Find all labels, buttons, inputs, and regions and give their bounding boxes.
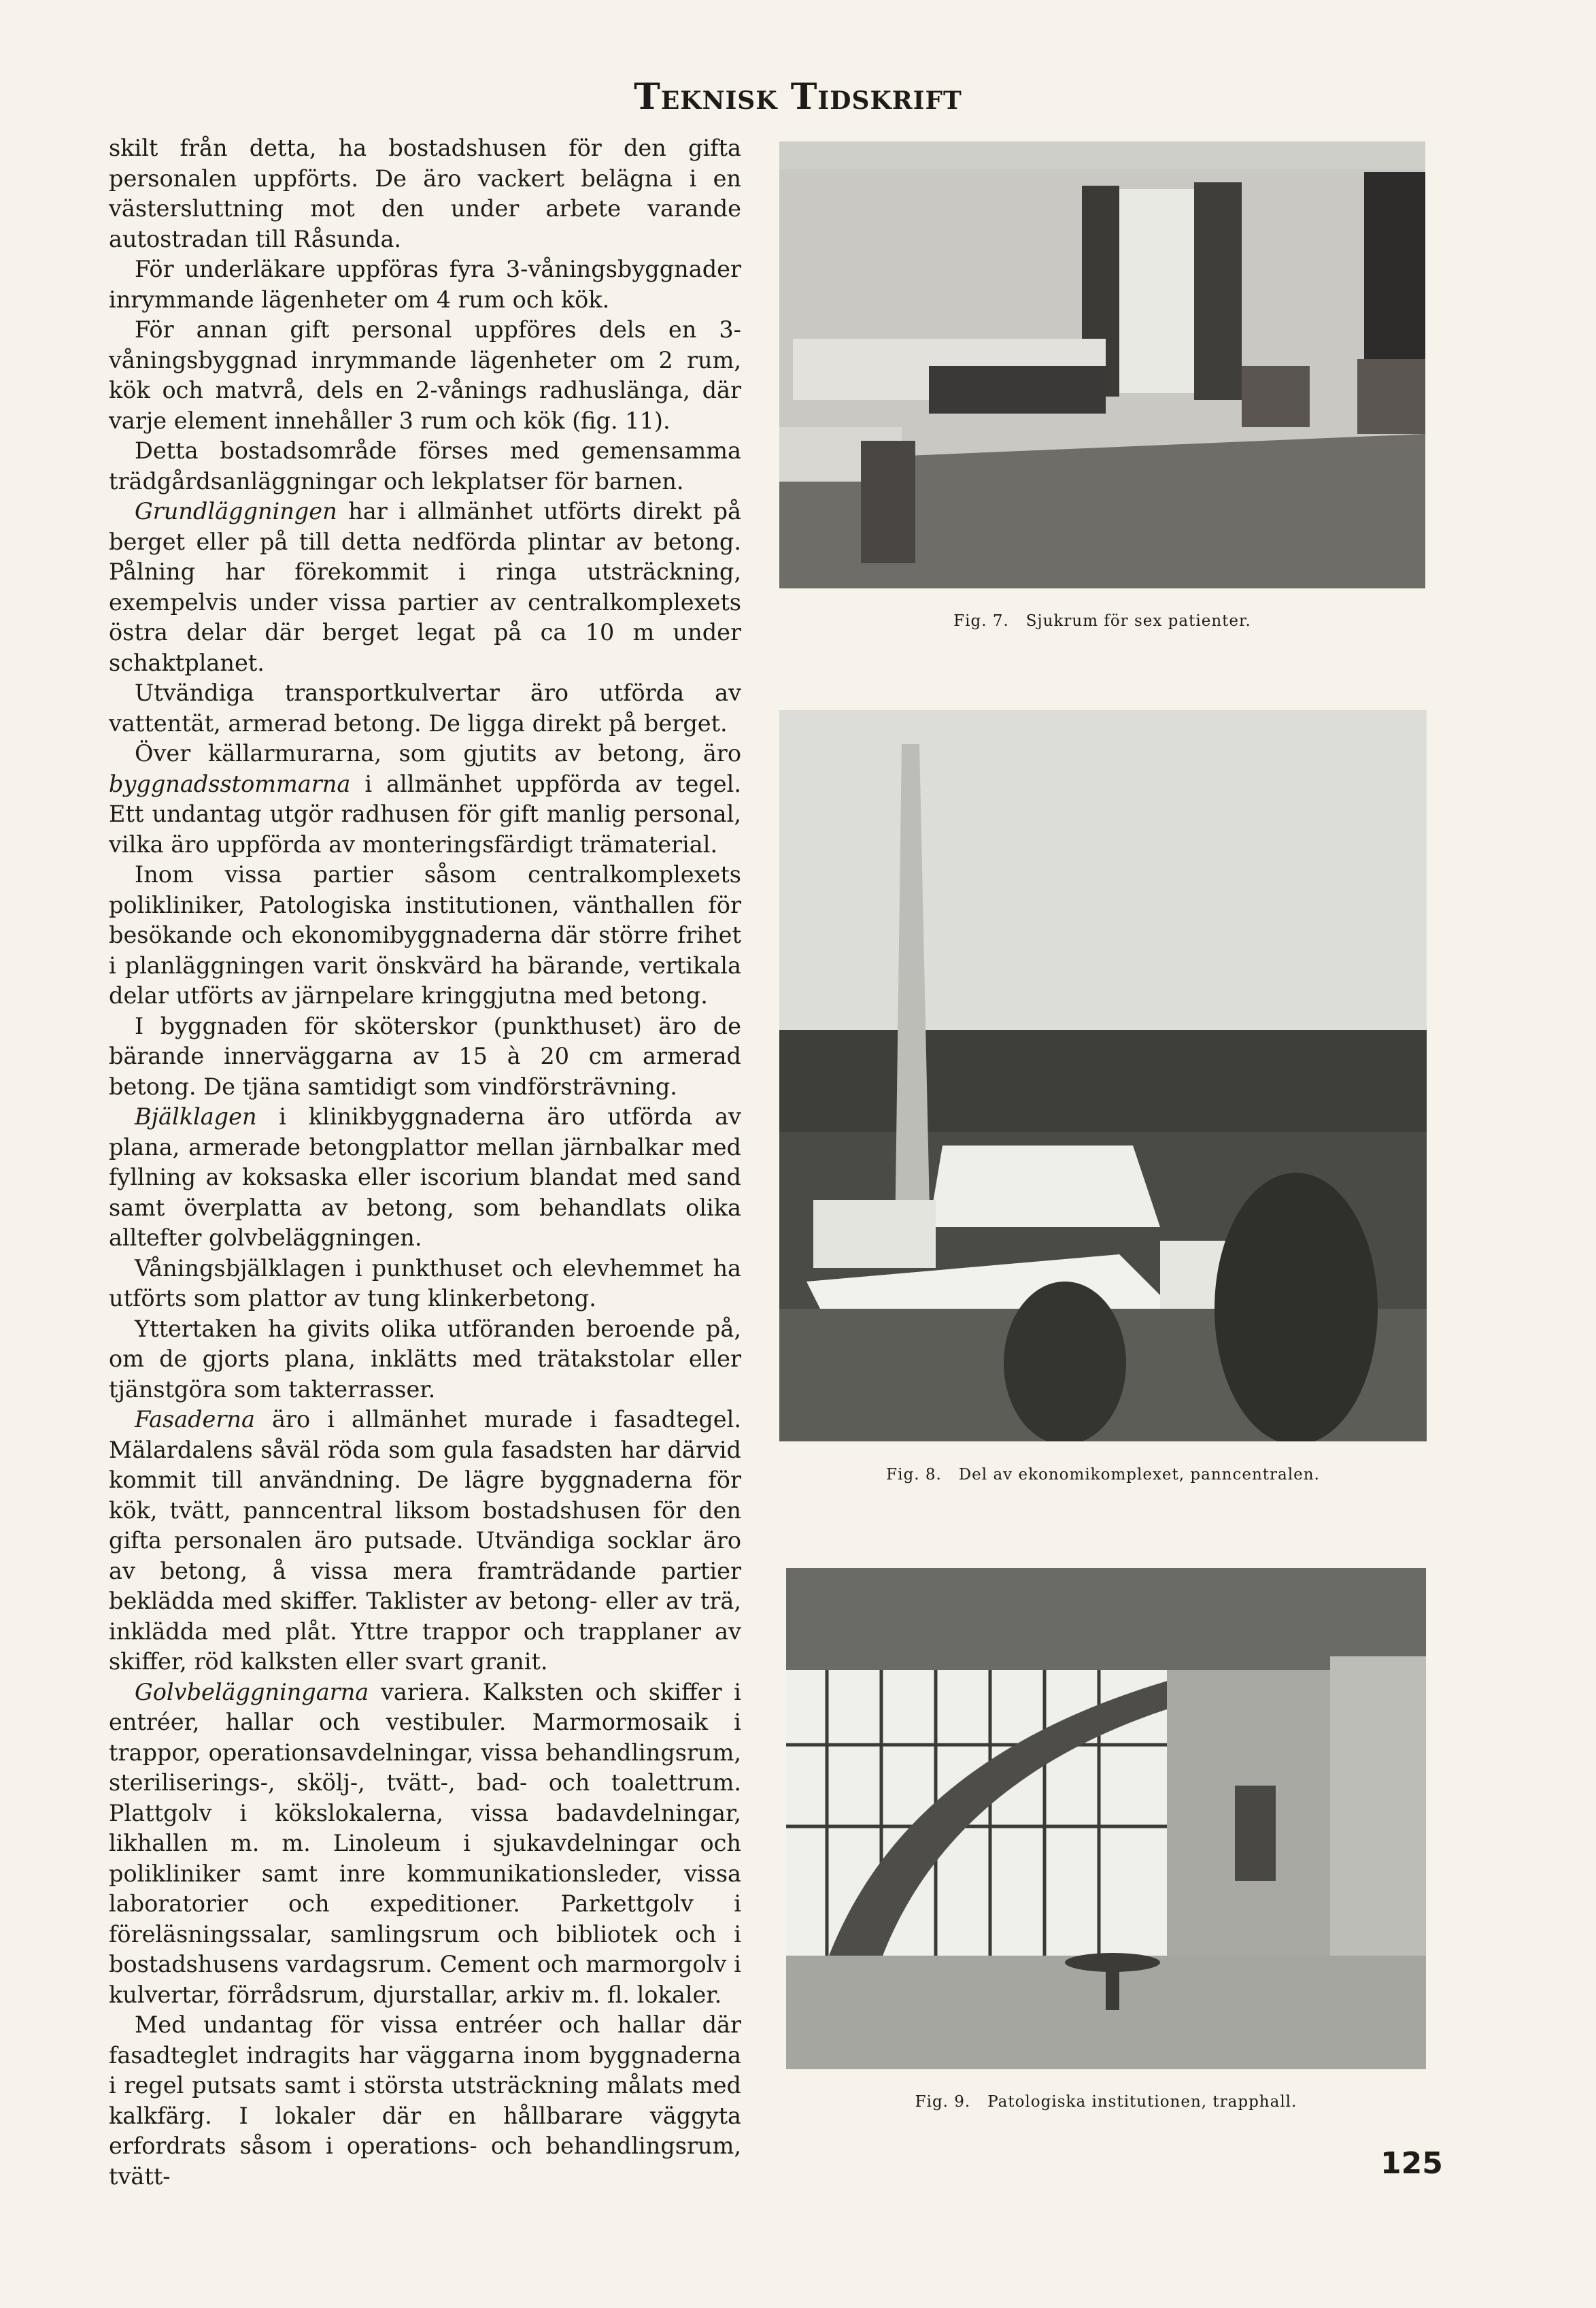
run-in-heading: byggnadsstommarna	[109, 770, 351, 797]
paragraph: Detta bostadsområde förses med gemensamma trädgårdsanläggningar och lekplatser för barnen.	[109, 437, 741, 495]
paragraph: För annan gift personal uppföres dels en 3-våningsbyggnad inrymmande lägenheter om 2 rum, kök och matvrå, dels en 2-vånings radhuslänga, där varje element innehåller 3 rum och kök (fig. 11).	[109, 316, 741, 434]
figure-9-caption: Fig. 9. Patologiska institutionen, trapphall.	[915, 2093, 1297, 2111]
journal-header: Teknisk Tidskrift	[634, 76, 962, 118]
paragraph: Över källarmurarna, som gjutits av betong, äro byggnadsstommarna i allmänhet uppförda av tegel. Ett undantag utgör radhusen för gift manlig personal, vilka äro uppförda av monteringsfärdigt trämaterial.	[109, 740, 741, 858]
run-in-heading: Golvbeläggningarna	[135, 1678, 369, 1705]
paragraph: Bjälklagen i klinikbyggnaderna äro utförda av plana, armerade betongplattor mellan järnbalkar med fyllning av koksaska eller iscorium blandat med sand samt överplatta av betong, som behandlats olika alltefter golvbeläggningen.	[109, 1103, 741, 1251]
paragraph: skilt från detta, ha bostadshusen för den gifta personalen uppförts. De äro vackert belägna i en västersluttning mot den under arbete varande autostradan till Råsunda.	[109, 135, 741, 252]
figure-8-photo	[779, 710, 1427, 1441]
figure-9-photo	[786, 1568, 1426, 2069]
paragraph: Golvbeläggningarna variera. Kalksten och skiffer i entréer, hallar och vestibuler. Marmormosaik i trappor, operationsavdelningar, vissa behandlingsrum, steriliserings-, skölj-, tvätt-, bad- och toalettrum. Plattgolv i kökslokalerna, vissa badavdelningar, likhallen m. m. Linoleum i sjukavdelningar och polikliniker samt inre kommunikationsleder, vissa laboratorier och expeditioner. Parkettgolv i föreläsningssalar, samlingsrum och bibliotek och i bostadshusens vardagsrum. Cement och marmorgolv i kulvertar, förrådsrum, djurstallar, arkiv m. fl. lokaler.	[109, 1678, 741, 2008]
paragraph: Yttertaken ha givits olika utföranden beroende på, om de gjorts plana, inklätts med trätakstolar eller tjänstgöra som takterrasser.	[109, 1315, 741, 1403]
paragraph: För underläkare uppföras fyra 3-våningsbyggnader inrymmande lägenheter om 4 rum och kök.	[109, 256, 741, 313]
text-column	[109, 133, 741, 2192]
page-number: 125	[1380, 2146, 1443, 2181]
run-in-heading: Grundläggningen	[135, 498, 337, 524]
figure-7-photo	[779, 141, 1425, 588]
paragraph: Inom vissa partier såsom centralkomplexets polikliniker, Patologiska institutionen, vänthallen för besökande och ekonomibyggnaderna där större frihet i planläggningen varit önskvärd ha bärande, vertikala delar utförts av järnpelare kringgjutna med betong.	[109, 861, 741, 1009]
paragraph: Våningsbjälklagen i punkthuset och elevhemmet ha utförts som plattor av tung klinkerbetong.	[109, 1254, 741, 1311]
run-in-heading: Bjälklagen	[135, 1103, 257, 1130]
figure-8-caption: Fig. 8. Del av ekonomikomplexet, panncentralen.	[886, 1466, 1320, 1484]
paragraph: I byggnaden för sköterskor (punkthuset) äro de bärande innerväggarna av 15 à 20 cm armerad betong. De tjäna samtidigt som vindförsträvning.	[109, 1012, 741, 1100]
paragraph: Grundläggningen har i allmänhet utförts direkt på berget eller på till detta nedförda plintar av betong. Pålning har förekommit i ringa utsträckning, exempelvis under vissa partier av centralkomplexets östra delar där berget legat på ca 10 m under schaktplanet.	[109, 498, 741, 676]
paragraph: Med undantag för vissa entréer och hallar där fasadteglet indragits har väggarna inom byggnaderna i regel putsats samt i största utsträckning målats med kalkfärg. I lokaler där en hållbarare väggyta erfordrats såsom i operations- och behandlingsrum, tvätt-	[109, 2011, 741, 2190]
figure-7-caption: Fig. 7. Sjukrum för sex patienter.	[953, 612, 1251, 630]
paragraph: Utvändiga transportkulvertar äro utförda av vattentät, armerad betong. De ligga direkt på berget.	[109, 680, 741, 737]
run-in-heading: Fasaderna	[135, 1406, 255, 1433]
paragraph: Fasaderna äro i allmänhet murade i fasadtegel. Mälardalens såväl röda som gula fasadsten har därvid kommit till användning. De lägre byggnaderna för kök, tvätt, panncentral liksom bostadshusen för den gifta personalen äro putsade. Utvändiga socklar äro av betong, å vissa mera framträdande partier beklädda med skiffer. Taklister av betong- eller av trä, inklädda med plåt. Yttre trappor och trapplaner av skiffer, röd kalksten eller svart granit.	[109, 1406, 741, 1675]
